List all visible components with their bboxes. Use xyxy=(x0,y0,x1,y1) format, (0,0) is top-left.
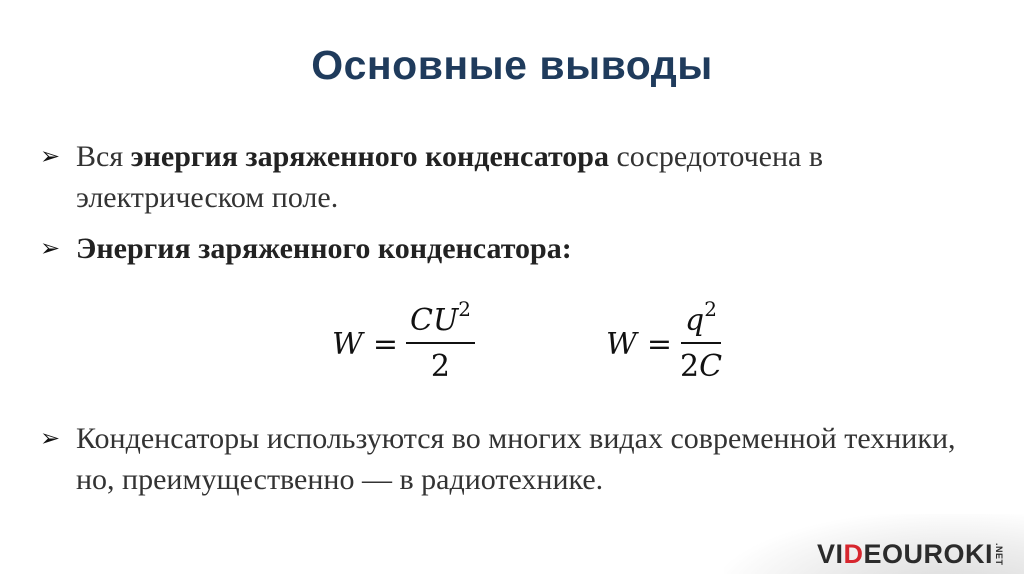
formula-equals: = xyxy=(646,326,672,362)
numerator-exponent: 2 xyxy=(458,297,471,321)
logo-suffix: .NET xyxy=(994,543,1004,566)
logo-text: EOUROKI xyxy=(863,539,993,569)
bullet-text: Вся xyxy=(76,140,131,173)
bullet-text-bold: энергия заряженного конденсатора xyxy=(130,140,609,173)
formula-energy-charge xyxy=(606,297,723,386)
arrow-bullet-icon: ➢ xyxy=(40,142,61,170)
numerator-exponent: 2 xyxy=(704,297,717,321)
fraction-denominator xyxy=(680,344,722,386)
fraction-numerator xyxy=(406,297,475,344)
numerator-base: CU xyxy=(409,303,459,338)
arrow-bullet-icon: ➢ xyxy=(40,424,61,452)
videouroki-logo xyxy=(817,539,1004,570)
bullet-item xyxy=(40,418,990,500)
bullet-list xyxy=(40,136,990,269)
denominator-coefficient: 2 xyxy=(430,349,451,384)
denominator-variable: C xyxy=(699,349,723,384)
bullet-text: Конденсаторы используются во многих видах современной техники, но, преимущественно — в радиотехнике. xyxy=(76,422,956,496)
logo-text: VI xyxy=(816,539,844,569)
bullet-item xyxy=(40,228,990,269)
formula-energy-voltage xyxy=(332,297,475,386)
fraction-numerator xyxy=(681,297,721,344)
formula-fraction xyxy=(679,297,723,386)
bullet-item xyxy=(40,136,990,218)
bullet-list-lower xyxy=(40,418,990,500)
formula-fraction xyxy=(406,297,475,386)
numerator-base: q xyxy=(685,303,705,338)
logo-text-accent: D xyxy=(843,539,864,569)
formula-lhs: W xyxy=(332,326,363,362)
fraction-denominator xyxy=(431,344,450,386)
formula-equals: = xyxy=(372,326,398,362)
bullet-text: сосредоточена в электрическом поле. xyxy=(76,140,824,214)
slide-title: Основные выводы xyxy=(311,42,713,88)
formula-lhs: W xyxy=(606,326,637,362)
denominator-coefficient: 2 xyxy=(679,349,700,384)
arrow-bullet-icon: ➢ xyxy=(40,234,61,262)
bullet-text-bold: Энергия заряженного конденсатора: xyxy=(76,232,572,265)
